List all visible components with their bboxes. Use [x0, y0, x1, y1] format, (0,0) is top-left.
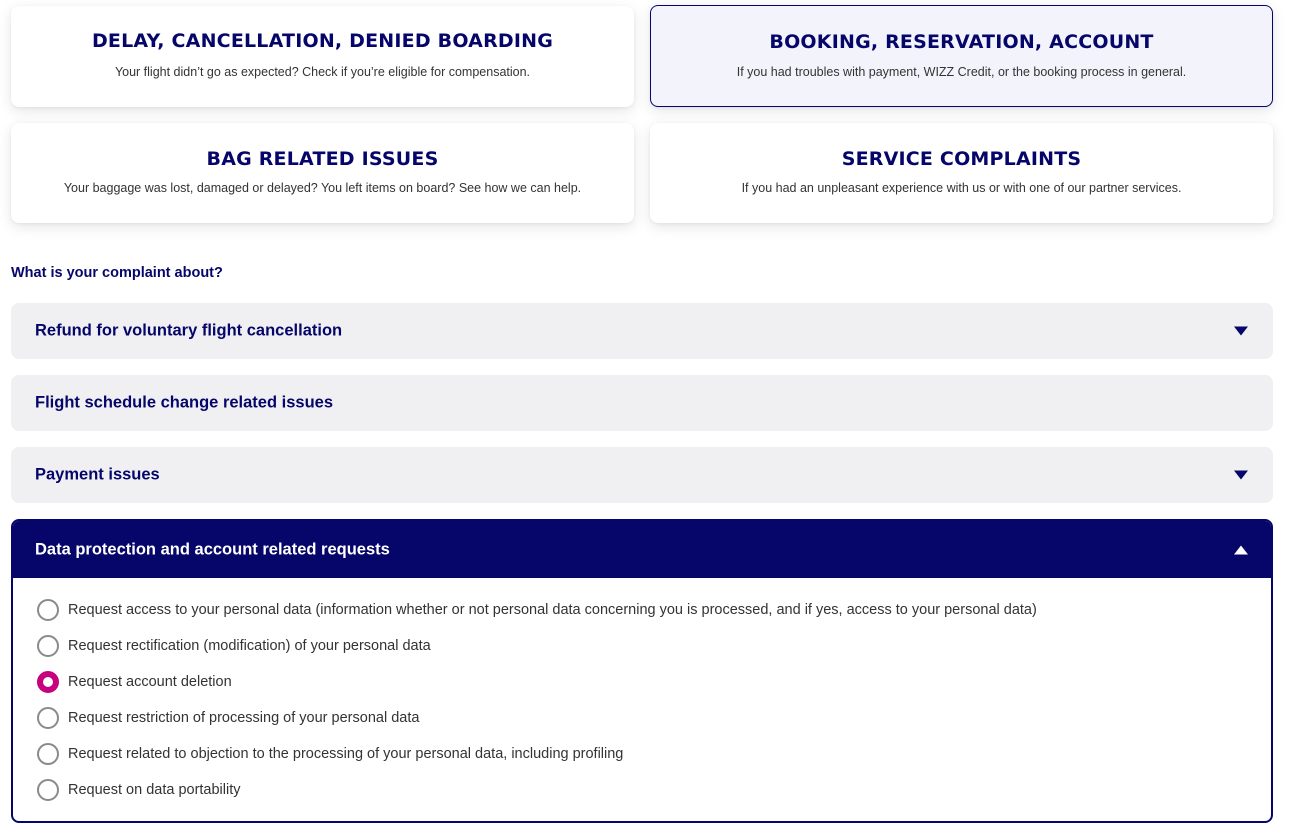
radio-button[interactable]: [37, 599, 59, 621]
category-title: BAG RELATED ISSUES: [206, 148, 439, 170]
radio-label: Request related to objection to the processing of your personal data, including profiling: [68, 746, 624, 762]
radio-label: Request access to your personal data (information whether or not personal data concerning you is processed, and if yes, access to your personal data): [68, 602, 1037, 618]
radio-option[interactable]: [37, 670, 232, 694]
chevron-down-icon: [1234, 327, 1248, 336]
accordion-label: Payment issues: [35, 465, 160, 484]
accordion-label: Refund for voluntary flight cancellation: [35, 321, 343, 340]
radio-button-selected[interactable]: [37, 671, 59, 693]
accordion-refund[interactable]: [11, 303, 1273, 359]
radio-label: Request on data portability: [68, 782, 241, 798]
accordion-label: Flight schedule change related issues: [35, 393, 334, 412]
radio-option[interactable]: [37, 634, 431, 658]
accordion-label: Data protection and account related requests: [35, 540, 390, 558]
radio-label: Request account deletion: [68, 674, 232, 690]
category-description: If you had an unpleasant experience with us or with one of our partner services.: [741, 181, 1182, 195]
chevron-down-icon: [1234, 471, 1248, 480]
category-card-bag[interactable]: [11, 123, 634, 223]
radio-button[interactable]: [37, 707, 59, 729]
category-title: DELAY, CANCELLATION, DENIED BOARDING: [91, 30, 554, 52]
category-card-delay[interactable]: [11, 6, 634, 107]
accordion-payment[interactable]: [11, 447, 1273, 503]
radio-option[interactable]: [37, 778, 241, 802]
accordion-schedule-change[interactable]: [11, 375, 1273, 431]
radio-button[interactable]: [37, 779, 59, 801]
category-title: SERVICE COMPLAINTS: [841, 148, 1082, 170]
radio-label: Request restriction of processing of your personal data: [68, 710, 420, 726]
category-card-booking[interactable]: [650, 5, 1273, 107]
radio-label: Request rectification (modification) of your personal data: [68, 638, 431, 654]
radio-button[interactable]: [37, 635, 59, 657]
radio-option[interactable]: [37, 598, 1037, 622]
complaint-question: What is your complaint about?: [11, 265, 223, 281]
accordion-header[interactable]: [13, 521, 1271, 578]
category-description: Your baggage was lost, damaged or delayed? You left items on board? See how we can help.: [63, 181, 582, 195]
radio-button[interactable]: [37, 743, 59, 765]
category-description: If you had troubles with payment, WIZZ Credit, or the booking process in general.: [736, 65, 1187, 79]
radio-option[interactable]: [37, 706, 419, 730]
radio-option[interactable]: [37, 742, 623, 766]
accordion-data-protection: [11, 519, 1273, 823]
category-card-service[interactable]: [650, 123, 1273, 223]
category-title: BOOKING, RESERVATION, ACCOUNT: [769, 31, 1154, 53]
chevron-up-icon: [1234, 545, 1248, 554]
category-description: Your flight didn’t go as expected? Check if you’re eligible for compensation.: [114, 65, 531, 79]
